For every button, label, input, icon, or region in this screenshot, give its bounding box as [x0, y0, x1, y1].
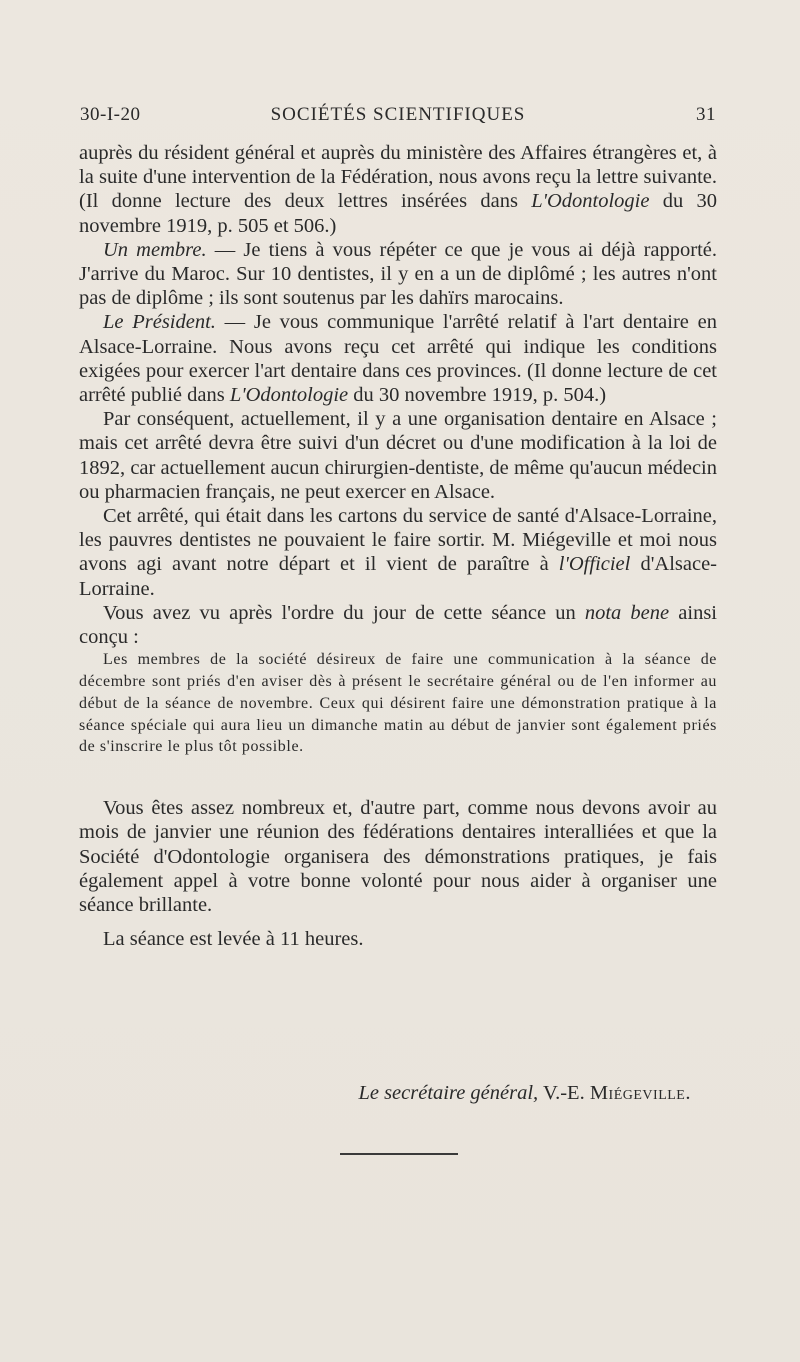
paragraph: La séance est levée à 11 heures.	[103, 928, 364, 951]
paragraph: auprès du résident général et auprès du ministère des Affaires étrangères et, à la suite d'une intervention de la Fédération, nous avons reçu la lettre suivante. (Il donne lecture des deux lettres insérées dans L'Odontologie du 30 novembre 1919, p. 505 et 506.)	[79, 142, 718, 237]
closing-rule	[340, 1153, 458, 1155]
nota-bene-quote: Les membres de la société désireux de faire une communication à la séance de décembre sont priés d'en aviser dès à présent le secrétaire général ou de l'en informer au début de la séance de novembre. Ceux qui désirent faire une démonstration pratique à la séance spéciale qui aura lieu un dimanche matin au début de janvier sont également priés de s'inscrire le plus tôt possible.	[79, 651, 717, 756]
speaker: Le Président.	[103, 311, 216, 334]
paragraph: Vous avez vu après l'ordre du jour de cette séance un nota bene ainsi conçu :	[79, 601, 718, 649]
paragraph: Un membre. — Je tiens à vous répéter ce que je vous ai déjà rapporté. J'arrive du Maroc. Sur 10 dentistes, il y en a un de diplômé ; les autres n'ont pas de diplôme ; ils sont soutenus par les dahïrs marocains.	[79, 238, 718, 310]
signature-name: Miégeville.	[589, 1082, 691, 1104]
running-header	[80, 104, 716, 130]
signature-initials: V.-E.	[542, 1082, 585, 1104]
paragraph: Par conséquent, actuellement, il y a une organisation dentaire en Alsace ; mais cet arrêté devra être suivi d'un décret ou d'une modification à la loi de 1892, car actuellement aucun chirurgien-dentiste, de même qu'aucun médecin ou pharmacien français, ne peut exercer en Alsace.	[79, 408, 717, 503]
signature	[79, 1082, 691, 1105]
paragraph: Vous êtes assez nombreux et, d'autre part, comme nous devons avoir au mois de janvier une réunion des fédérations dentaires interalliées et que la Société d'Odontologie organisera des démonstrations pratiques, je fais également appel à votre bonne volonté pour nous aider à organiser une séance brillante.	[79, 797, 717, 917]
header-title: SOCIÉTÉS SCIENTIFIQUES	[270, 104, 526, 125]
header-date: 30-I-20	[80, 104, 141, 125]
speaker: Un membre.	[103, 238, 207, 261]
paragraph: Le Président. — Je vous communique l'arrêté relatif à l'art dentaire en Alsace-Lorraine. Nous avons reçu cet arrêté qui indique les conditions exigées pour exercer l'art dentaire dans ces provinces. (Il donne lecture de cet arrêté publié dans L'Odontologie du 30 novembre 1919, p. 504.)	[79, 311, 717, 407]
paragraph: Cet arrêté, qui était dans les cartons du service de santé d'Alsace-Lorraine, les pauvres dentistes ne pouvaient le faire sortir. M. Miégeville et moi nous avons agi avant notre départ et il vient de paraître à l'Officiel d'Alsace-Lorraine.	[79, 505, 717, 600]
page-number: 31	[696, 104, 716, 125]
signature-title: Le secrétaire général,	[358, 1082, 539, 1104]
body-text	[79, 141, 717, 951]
